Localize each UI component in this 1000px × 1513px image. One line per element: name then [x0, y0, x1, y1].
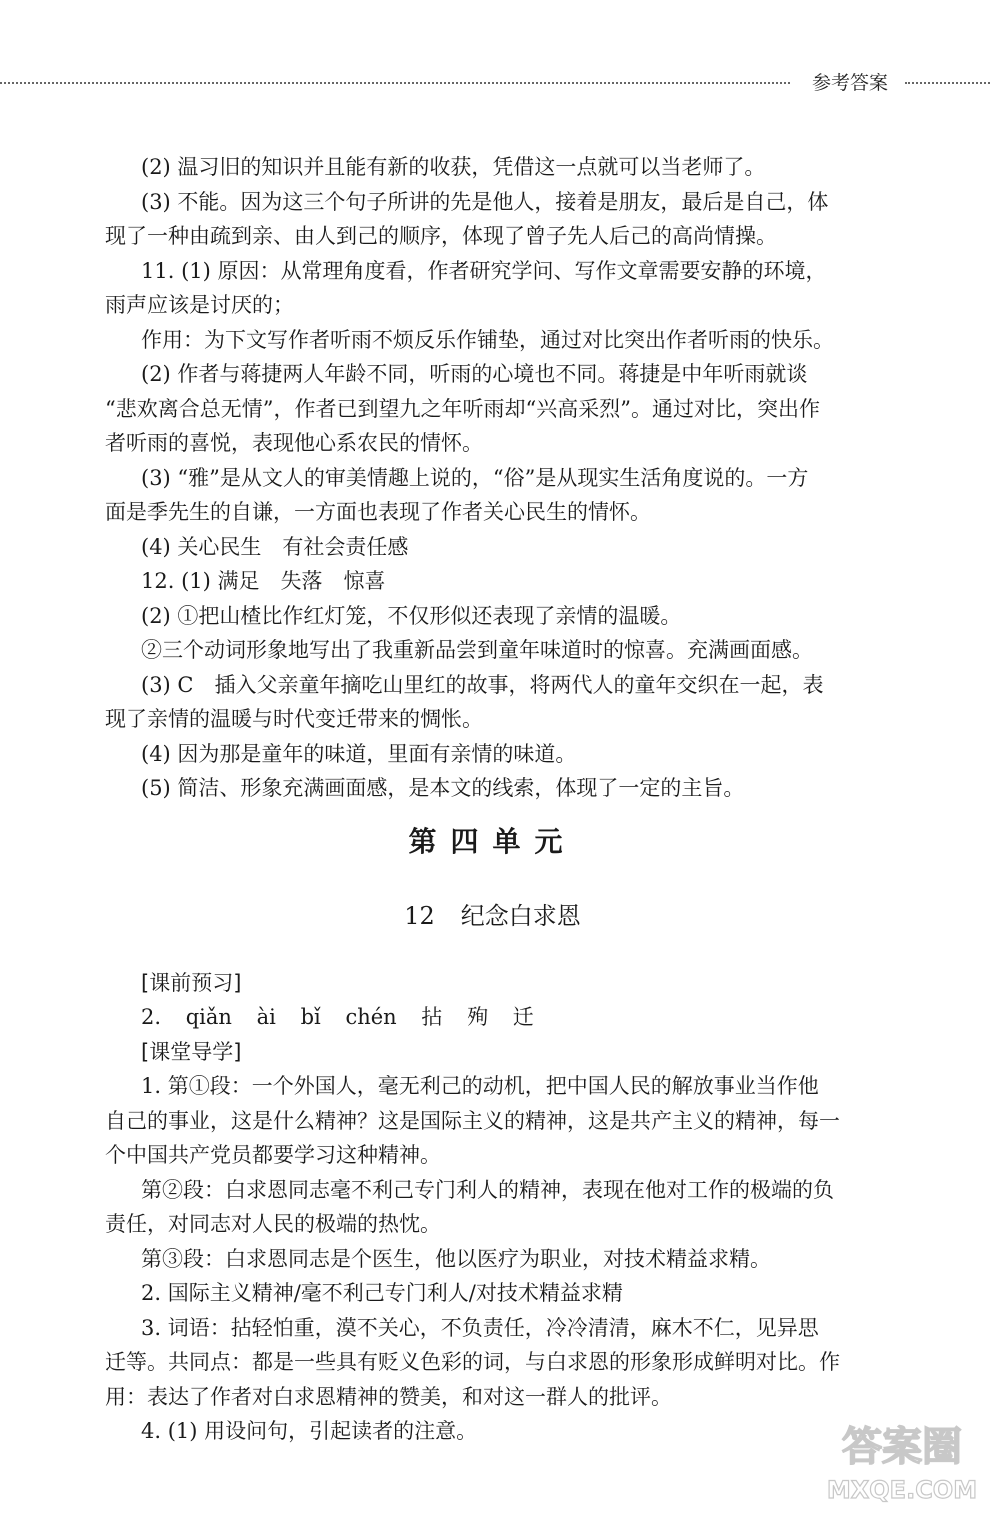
answer-line: (3) “雅”是从文人的审美情趣上说的，“俗”是从现实生活角度说的。一方	[141, 465, 809, 490]
preview-answer-line	[105, 1000, 880, 1035]
answer-line: 个中国共产党员都要学习这种精神。	[105, 1143, 441, 1167]
header-title: 参考答案	[812, 72, 889, 94]
preview-item: bǐ	[300, 1005, 321, 1029]
answer-line: (2) 温习旧的知识并且能有新的收获，凭借这一点就可以当老师了。	[141, 155, 766, 179]
watermark-logo-text: 答案圈	[842, 1424, 962, 1470]
answer-line: 3. 词语：拈轻怕重，漠不关心，不负责任，冷冷清清，麻木不仁，见异思	[141, 1315, 819, 1340]
answer-line: (2) 作者与蒋捷两人年龄不同，听雨的心境也不同。蒋捷是中年听雨就谈	[141, 362, 808, 386]
lesson-title: 纪念白求恩	[460, 901, 581, 930]
preview-prefix: 2.	[141, 1005, 162, 1029]
answer-line: 11. (1) 原因：从常理角度看，作者研究学问、写作文章需要安静的环境，	[141, 258, 827, 283]
answer-line: (3) 不能。因为这三个句子所讲的先是他人，接着是朋友，最后是自己，体	[141, 189, 829, 214]
preview-item: 拈	[421, 1005, 443, 1029]
preview-item: ài	[256, 1005, 276, 1029]
answer-line: 现了一种由疏到亲、由人到己的顺序，体现了曾子先人后己的高尚情操。	[105, 224, 777, 248]
answer-line: (4) 因为那是童年的味道，里面有亲情的味道。	[141, 741, 577, 766]
answer-line: (5) 简洁、形象充满画面感，是本文的线索，体现了一定的主旨。	[141, 776, 745, 800]
answer-line: 责任，对同志对人民的极端的热忱。	[105, 1212, 441, 1236]
section-preview-heading: [课前预习]	[141, 970, 242, 995]
header-dotted-rule-left	[0, 82, 790, 84]
answer-line: 迁等。共同点：都是一些具有贬义色彩的词，与白求恩的形象形成鲜明对比。作	[105, 1350, 840, 1374]
section-class-heading: [课堂导学]	[141, 1039, 242, 1064]
answer-line: 2. 国际主义精神/毫不利己专门利人/对技术精益求精	[141, 1281, 623, 1305]
answer-line: (2) ①把山楂比作红灯笼，不仅形似还表现了亲情的温暖。	[141, 603, 682, 628]
answer-line: (3) C 插入父亲童年摘吃山里红的故事，将两代人的童年交织在一起，表	[141, 672, 824, 697]
preview-item: chén	[345, 1005, 397, 1029]
lesson-number: 12	[404, 901, 435, 930]
answer-line: (4) 关心民生 有社会责任感	[141, 534, 409, 559]
answer-line: 自己的事业，这是什么精神？这是国际主义的精神，这是共产主义的精神，每一	[105, 1108, 840, 1133]
answer-line: 12. (1) 满足 失落 惊喜	[141, 569, 386, 593]
answer-line: 1. 第①段：一个外国人，毫无利己的动机，把中国人民的解放事业当作他	[141, 1074, 819, 1098]
answer-line: ②三个动词形象地写出了我重新品尝到童年味道时的惊喜。充满画面感。	[141, 638, 813, 662]
preview-item: 殉	[467, 1005, 489, 1029]
watermark-logo	[812, 1412, 992, 1507]
answer-line: 雨声应该是讨厌的；	[105, 293, 294, 317]
answers-block-bottom	[105, 1069, 880, 1449]
page-header	[0, 64, 1000, 104]
watermark-url-text: MXQE.COM	[826, 1476, 978, 1504]
answer-line: 第②段：白求恩同志毫不利己专门利人的精神，表现在他对工作的极端的负	[141, 1177, 834, 1202]
answer-line: 4. (1) 用设问句，引起读者的注意。	[141, 1419, 478, 1443]
answer-line: 第③段：白求恩同志是个医生，他以医疗为职业，对技术精益求精。	[141, 1246, 771, 1271]
answers-block-top	[105, 150, 880, 806]
preview-item: 迁	[512, 1005, 534, 1029]
answer-line: “悲欢离合总无情”，作者已到望九之年听雨却“兴高采烈”。通过对比，突出作	[105, 396, 820, 421]
answer-line: 作用：为下文写作者听雨不烦反乐作铺垫，通过对比突出作者听雨的快乐。	[141, 327, 834, 352]
answer-line: 现了亲情的温暖与时代变迁带来的惆怅。	[105, 707, 483, 731]
header-dotted-rule-right	[905, 82, 990, 84]
preview-item: qiǎn	[185, 1005, 232, 1029]
answer-line: 用：表达了作者对白求恩精神的赞美，和对这一群人的批评。	[105, 1384, 672, 1409]
answer-content	[105, 150, 880, 1449]
answer-line: 面是季先生的自谦，一方面也表现了作者关心民生的情怀。	[105, 500, 651, 524]
unit-title: 第四单元	[408, 824, 577, 858]
answer-line: 者听雨的喜悦，表现他心系农民的情怀。	[105, 431, 483, 455]
lesson-heading	[105, 896, 880, 936]
